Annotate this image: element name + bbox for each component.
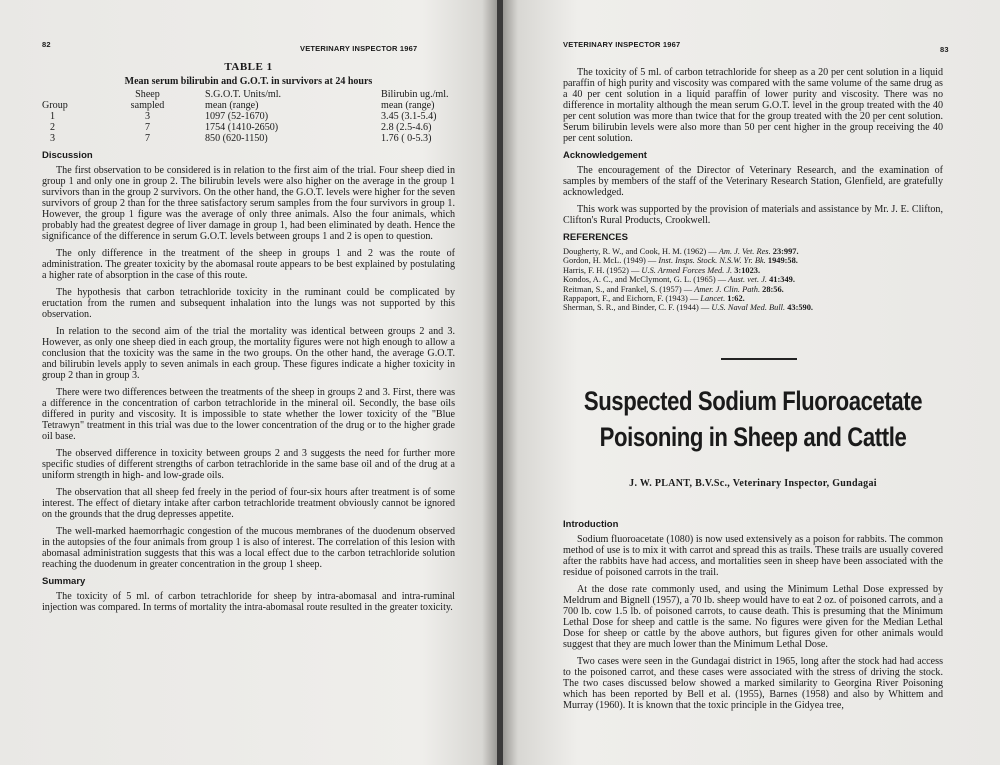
paragraph: The hypothesis that carbon tetrachloride toxicity in the ruminant could be complicated by eructation from the rumen and subsequent inhalation into the lungs was not supported by this observation. [42, 287, 455, 320]
reference-item: Reitman, S., and Frankel, S. (1957) — Amer. J. Clin. Path. 28:56. [563, 284, 784, 294]
table-cell: 1 [50, 111, 56, 122]
section-heading-references: REFERENCES [563, 232, 628, 243]
table-header: Sheep [135, 89, 160, 100]
paragraph: The toxicity of 5 ml. of carbon tetrachloride for sheep by intra-abomasal and intra-ruminal injection was compared. In terms of mortality the intra-abomasal route resulted in the greater toxicity. [42, 591, 455, 613]
reference-item: Gordon, H. McL. (1949) — Inst. Insps. Stock. N.S.W. Yr. Bk. 1949:58. [563, 256, 798, 266]
table-caption: Mean serum bilirubin and G.O.T. in survivors at 24 hours [124, 76, 373, 87]
table-title: TABLE 1 [224, 61, 273, 73]
author-byline: J. W. PLANT, B.V.Sc., Veterinary Inspector, Gundagai [629, 478, 877, 489]
paragraph: The toxicity of 5 ml. of carbon tetrachloride for sheep as a 20 per cent solution in a liquid paraffin of high purity and viscosity was compared with the same volume of the same drug as a 40 per cent solution in a liquid paraffin of lower purity and viscosity. There was no difference in mortality although the mean serum G.O.T. level in the group treated with the 40 per cent solution was more than twice that for the group treated with the 20 per cent solution. Serum bilirubin levels were also more than 50 per cent higher in the group receiving the 40 per cent solution. [563, 67, 943, 144]
reference-item: Dougherty, R. W., and Cook, H. M. (1962) — Am. J. Vet. Res. 23:997. [563, 247, 799, 256]
table-row [42, 133, 455, 144]
right-column-bottom [563, 514, 943, 717]
running-header: VETERINARY INSPECTOR 1967 [563, 40, 681, 49]
table-header: mean (range) [205, 100, 259, 111]
section-divider [721, 358, 797, 360]
reference-item: Rappaport, F., and Eichorn, F. (1943) — Lancet. 1:62. [563, 294, 745, 304]
paragraph: There were two differences between the treatments of the sheep in groups 2 and 3. First, there was a difference in the concentration of carbon tetrachloride in the mineral oil. Secondly, the base oils differed in purity and viscosity. It is impossible to state whether the lower toxicity of the "Blue Tetrawyn" treatment in this trial was due to the lower concentration of the drug or to the higher grade oil base. [42, 387, 455, 442]
table-header-row [42, 89, 455, 100]
reference-item: Harris, F. H. (1952) — U.S. Armed Forces Med. J. 3:1023. [563, 265, 761, 275]
paragraph: At the dose rate commonly used, and using the Minimum Lethal Dose expressed by Meldrum and Bignell (1957), a 70 lb. sheep would have to eat 2 oz. of poisoned carrots, and a 700 lb. cow 1.5 lb. of poisoned carrots, to cause death. This is presuming that the Minimum Lethal Dose for sheep and cattle is the same. No figures were given for the Median Lethal Dose for sheep or cattle by the above authors, but figures given for other animals would suggest that they are much lower than the Minimum Lethal Dose. [563, 584, 943, 650]
table-row [42, 122, 455, 133]
section-heading-discussion: Discussion [42, 150, 93, 161]
results-table [42, 89, 455, 144]
running-header: VETERINARY INSPECTOR 1967 [300, 44, 418, 53]
paragraph: The only difference in the treatment of the sheep in groups 1 and 2 was the route of administration. The greater toxicity by the abomasal route appears to be best explained by postulating a higher rate of absorption in the case of this route. [42, 248, 455, 281]
table-cell: 2 [50, 122, 56, 133]
paragraph: Two cases were seen in the Gundagai district in 1965, long after the stock had had access to the poisoned carrot, and these cases were associated with the stress of driving the stock. The two cases discussed below showed a marked similarity to Georgina River Poisoning which has been reported by Bell et al. (1955), Barnes (1958) and also by Whittem and Murray (1960). It is known that the toxic principle in the Gidyea tree, [563, 656, 943, 711]
section-heading-summary: Summary [42, 576, 86, 587]
table-cell: 850 (620-1150) [205, 133, 268, 144]
section-heading-acknowledgement: Acknowledgement [563, 150, 647, 161]
paragraph: The first observation to be considered is in relation to the first aim of the trial. Four sheep died in group 1 and only one in group 2. The bilirubin levels were also higher on the average in the group 1 survivors than in the group 2 survivors. On the other hand, the G.O.T. levels were higher for the seven survivors of group 2 than for the three satisfactory serum samples from the four survivors in group 1. However, the group 1 figure was the average of only three animals. Also the four animals, which probably had the greatest degree of liver damage in group 1, had been eliminated by death. Hence the significance of the difference in serum G.O.T. levels between groups 1 and 2 is open to question. [42, 165, 455, 242]
left-column [42, 62, 455, 619]
page-number: 83 [940, 45, 949, 54]
table-header: Group [42, 100, 68, 111]
right-column-top [563, 67, 943, 313]
paragraph: The encouragement of the Director of Veterinary Research, and the examination of samples by members of the staff of the Veterinary Research Station, Glenfield, are gratefully acknowledged. [563, 165, 943, 198]
table-header: S.G.O.T. Units/ml. [205, 89, 282, 100]
right-page [503, 0, 1000, 765]
reference-list [563, 247, 943, 313]
paragraph: This work was supported by the provision of materials and assistance by Mr. J. E. Clifton, Clifton's Rural Products, Crookwell. [563, 204, 943, 226]
left-page [0, 0, 497, 765]
page-number: 82 [42, 40, 51, 49]
reference-item: Kondos, A. C., and McClymont, G. L. (1965) — Aust. vet. J. 41:349. [563, 275, 795, 285]
table-row [42, 111, 455, 122]
table-cell: 1754 (1410-2650) [205, 122, 279, 133]
table-header [42, 89, 100, 100]
table-cell: 1097 (52-1670) [205, 111, 269, 122]
paragraph: The observation that all sheep fed freely in the period of four-six hours after treatment is of some interest. The effect of dietary intake after carbon tetrachloride treatment obviously cannot be ignored on the grounds that the drug depresses appetite. [42, 487, 455, 520]
table-cell: 2.8 (2.5-4.6) [381, 122, 432, 133]
table-cell: 3 [50, 133, 56, 144]
table-cell: 1.76 ( 0-5.3) [381, 133, 432, 144]
paragraph: The well-marked haemorrhagic congestion of the mucous membranes of the duodenum observed in the autopsies of the four animals from group 1 is also of interest. The correlation of this lesion with abomasal administration suggests that this was a local effect due to the carbon tetrachloride solution reaching the duodenum in greater concentration in the group 1 sheep. [42, 526, 455, 570]
article-title [581, 383, 925, 455]
table-cell: 7 [144, 133, 151, 144]
section-heading-introduction: Introduction [563, 519, 619, 530]
paragraph: In relation to the second aim of the trial the mortality was identical between groups 2 and 3. However, as only one sheep died in each group, the mortality figures were not high enough to allow a conclusion that the toxicity was the same in the two groups. On the other hand, the average G.O.T. and bilirubin levels apply to seven animals in each group. These figures indicate a higher toxicity in group 2 than in group 3. [42, 326, 455, 381]
table-cell: 3.45 (3.1-5.4) [381, 111, 437, 122]
table-header: sampled [130, 100, 165, 111]
table-header: mean (range) [381, 100, 435, 111]
reference-item: Sherman, S. R., and Binder, C. F. (1944) — U.S. Naval Med. Bull. 43:590. [563, 303, 814, 313]
article-title-line: Suspected Sodium Fluoroacetate [583, 386, 923, 416]
paragraph: The observed difference in toxicity between groups 2 and 3 suggests the need for further more specific studies of different strengths of carbon tetrachloride in the same base oil and of the drug at a uniform strength in high- and low-grade oils. [42, 448, 455, 481]
table-cell: 7 [144, 122, 151, 133]
paragraph: Sodium fluoroacetate (1080) is now used extensively as a poison for rabbits. The common method of use is to mix it with carrot and spread this as trails. These trails are usually covered after the rabbits have had access, and mortalities seen in sheep have been associated with the residue of poisoned carrots in the trail. [563, 534, 943, 578]
table-header-row [42, 100, 455, 111]
article-title-line: Poisoning in Sheep and Cattle [599, 422, 907, 452]
table-header: Bilirubin ug./ml. [381, 89, 449, 100]
table-cell: 3 [144, 111, 151, 122]
